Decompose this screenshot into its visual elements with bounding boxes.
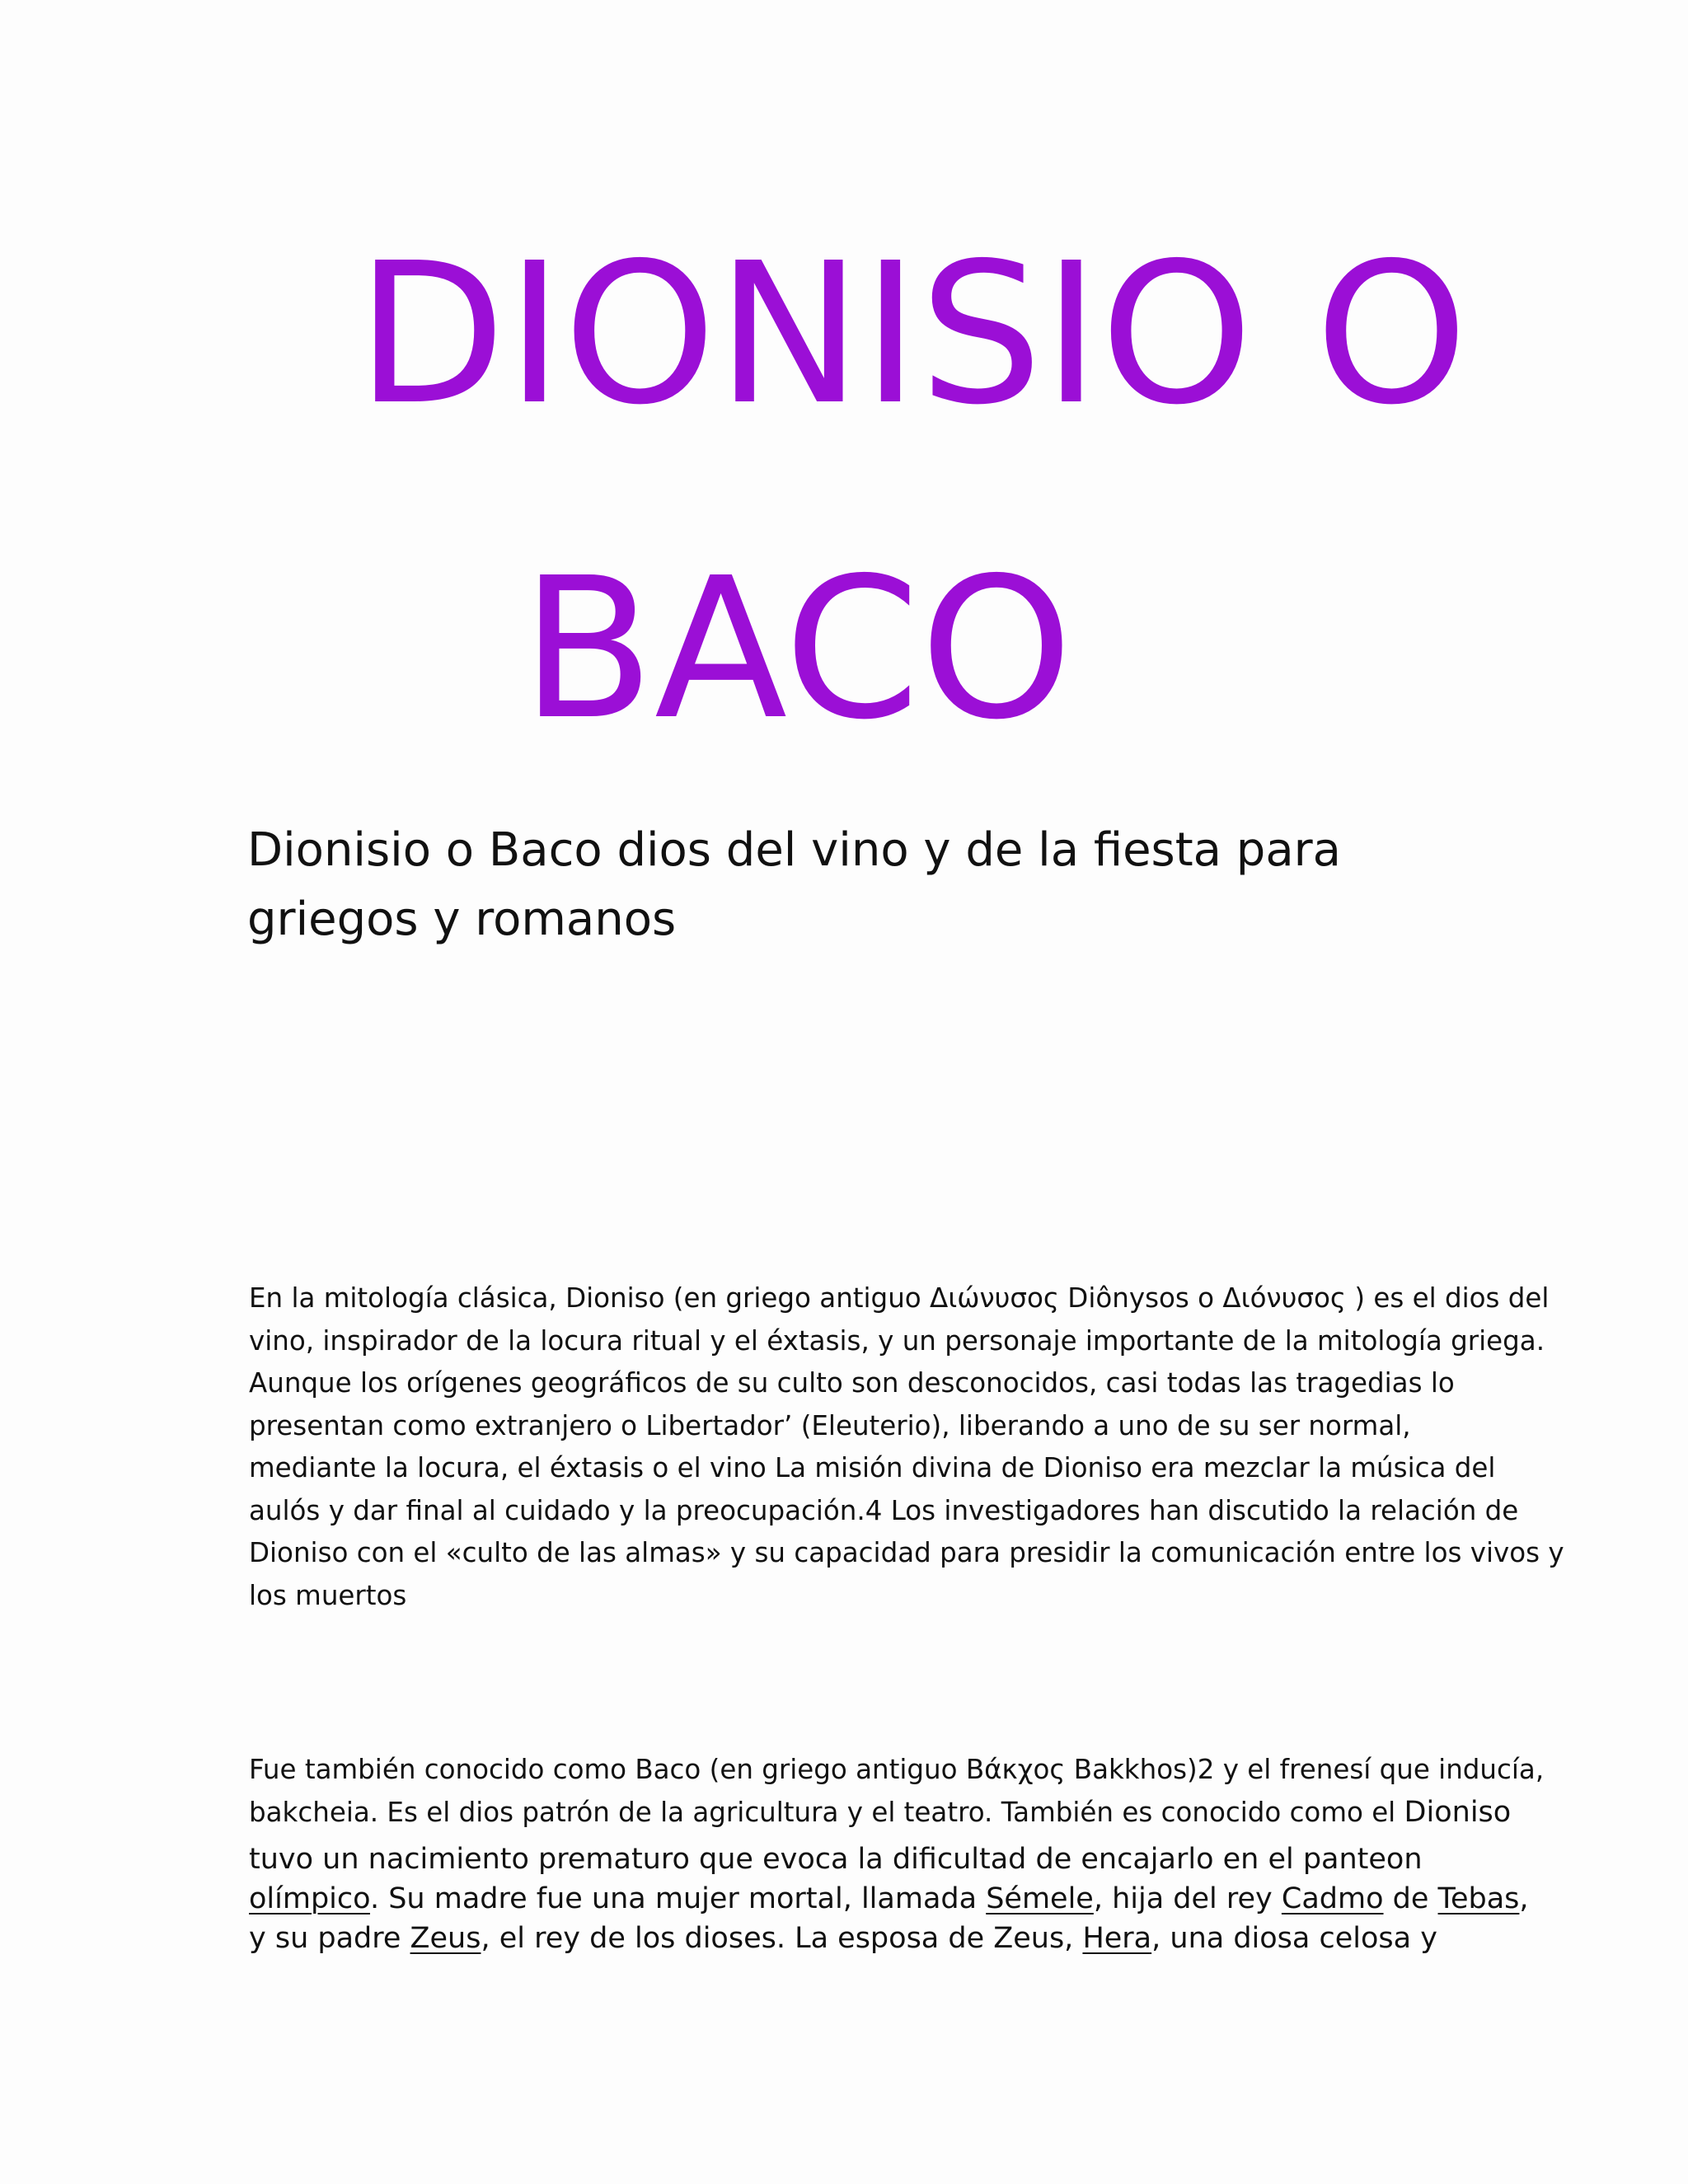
link-zeus[interactable]: Zeus [410,1922,481,1955]
paragraph-line: los muertos [249,1579,407,1611]
paragraph-line [249,1919,1529,1958]
paragraph-baco [249,1749,1544,1834]
paragraph-line: Fue también conocido como Baco (en griego antiguo Βάκχος Bakkhos)2 y el frenesí que inducía, [249,1754,1545,1785]
paragraph-line: vino, inspirador de la locura ritual y el éxtasis, y un personaje importante de la mitología griega. [249,1324,1545,1357]
subtitle-line-1: Dionisio o Baco dios del vino y de la fiesta para [247,823,1341,877]
paragraph-mythology [249,1277,1564,1617]
paragraph-text: , una diosa celosa y [1151,1922,1437,1955]
paragraph-text: bakcheia. Es el dios patrón de la agricultura y el teatro. También es conocido como el [249,1796,1404,1828]
subtitle [247,816,1500,954]
paragraph-text-large: Dioniso [1404,1795,1512,1829]
title-line-1: DIONISIO O [356,221,1469,448]
paragraph-line: mediante la locura, el éxtasis o el vino La misión divina de Dioniso era mezclar la música del [249,1452,1496,1483]
paragraph-text: . Su madre fue una mujer mortal, llamada [369,1882,987,1915]
paragraph-text: y su padre [249,1922,410,1955]
paragraph-line: presentan como extranjero o Libertador’ (Eleuterio), liberando a uno de su ser normal, [249,1409,1411,1441]
subtitle-line-2: griegos y romanos [247,893,677,946]
title-line-2: BACO [521,536,1073,762]
paragraph-line [249,1792,1544,1835]
link-olimpico[interactable]: olímpico [249,1882,370,1915]
link-cadmo[interactable]: Cadmo [1281,1882,1384,1915]
paragraph-line [249,1879,1529,1919]
paragraph-line: Dioniso con el «culto de las almas» y su capacidad para presidir la comunicación entre los vivos y [249,1537,1564,1568]
link-hera[interactable]: Hera [1082,1922,1152,1955]
link-semele[interactable]: Sémele [986,1882,1094,1915]
paragraph-nacimiento [249,1840,1529,1958]
paragraph-text: , hija del rey [1093,1882,1282,1915]
paragraph-text: de [1383,1882,1438,1915]
paragraph-line: aulós y dar final al cuidado y la preocupación.4 Los investigadores han discutido la relación de [249,1494,1519,1526]
paragraph-text: , el rey de los dioses. La esposa de Zeus, [481,1922,1083,1955]
paragraph-line: Aunque los orígenes geográficos de su culto son desconocidos, casi todas las tragedias lo [249,1367,1455,1399]
paragraph-text: , [1519,1882,1529,1915]
link-tebas[interactable]: Tebas [1437,1882,1520,1915]
paragraph-line: tuvo un nacimiento prematuro que evoca la dificultad de encajarlo en el panteon [249,1843,1423,1876]
paragraph-line: En la mitología clásica, Dioniso (en griego antiguo Διώνυσος Diônysos o Διόνυσος ) es el dios del [249,1282,1550,1314]
